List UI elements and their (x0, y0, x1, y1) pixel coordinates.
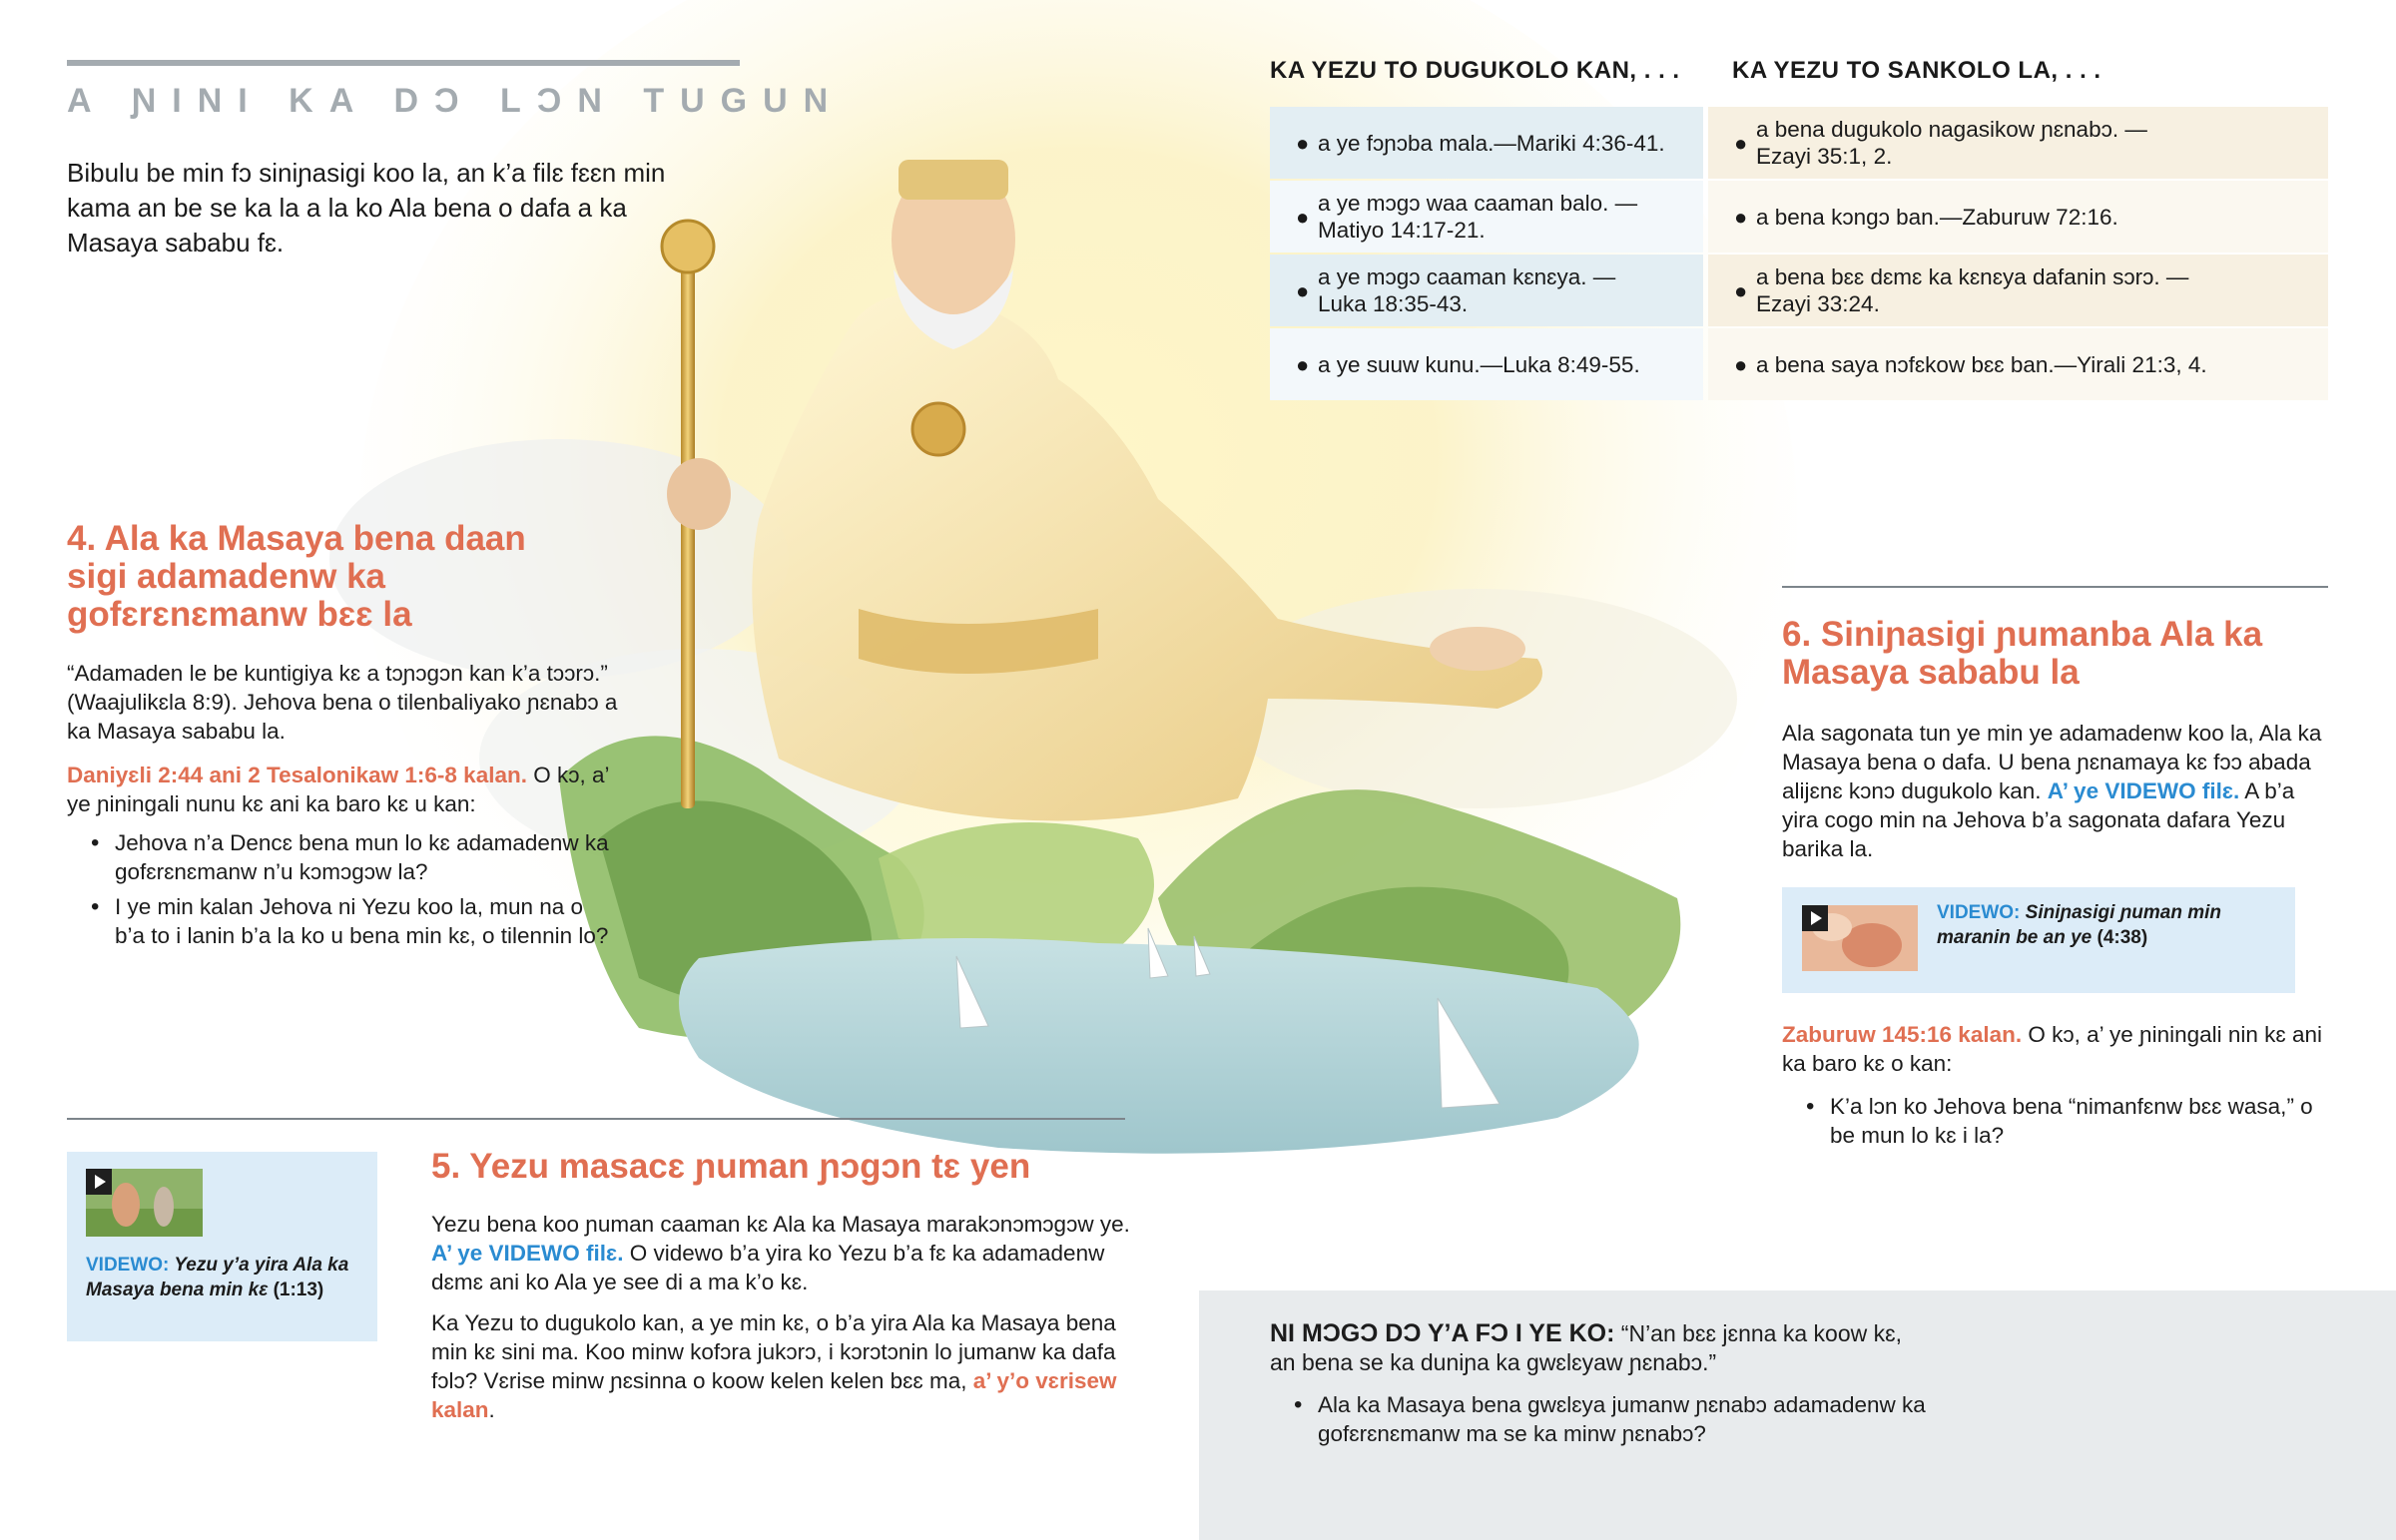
section-5-verses-link[interactable]: a’ y’o vɛrisew kalan (431, 1368, 1117, 1422)
section-6-text-2: A b’a yira cogo min na Jehova b’a sagonata dafara Yezu barika la. (1782, 778, 2295, 861)
section-5-paragraph-1 (431, 1210, 1130, 1296)
table-cell-text: a bena bɛɛ dɛmɛ ka kɛnɛya dafanin sɔrɔ. —Ezayi 33:24. (1756, 264, 2189, 316)
video-1-label (86, 1253, 355, 1302)
table-cell-right-4: ● a bena saya nɔfɛkow bɛɛ ban.—Yirali 21:3, 4. (1708, 328, 2328, 400)
section-4-scripture-ref[interactable]: Daniyɛli 2:44 ani 2 Tesalonikaw 1:6-8 kalan. (67, 763, 527, 787)
section-5-p2-end: . (488, 1397, 495, 1422)
section-6-heading: 6. Siniɲasigi ɲumanba Ala ka Masaya sababu la (1782, 615, 2263, 692)
video-2-title: Siniɲasigi ɲuman min maranin be an ye (1937, 902, 2222, 948)
table-cell-right-1: ● a bena dugukolo nagasikow ɲɛnabɔ. —Ezayi 35:1, 2. (1708, 107, 2328, 179)
objection-quote: “N’an bɛɛ jɛnna ka koow kɛ, an bena se ka duniɲa ka gwɛlɛyaw ɲɛnabɔ.” (1270, 1320, 1903, 1375)
section-6-question-1: • K’a lɔn ko Jehova bena “nimanfɛnw bɛɛ wasa,” o be mun lo kɛ i la? (1806, 1092, 2325, 1150)
intro-text: Bibulu be min fɔ siniɲasigi koo la, an k’a filɛ fɛɛn min kama an be se ka la a la ko Ala bena o dafa a ka Masaya sababu fɛ. (67, 158, 666, 257)
video-card-1[interactable] (67, 1152, 377, 1341)
section-6-rule (1782, 586, 2328, 588)
video-1-duration: (1:13) (273, 1280, 324, 1300)
section-4-quote: “Adamaden le be kuntigiya kɛ a tɔɲɔgɔn kan k’a tɔɔrɔ.” (Waajulikɛla 8:9). Jehova bena o tilenbaliyako ɲɛnabɔ a ka Masaya sababu la. (67, 661, 618, 744)
table-cell-text: a ye mɔgɔ caaman kɛnɛya. —Luka 18:35-43. (1318, 264, 1616, 316)
section-top-bar (67, 60, 740, 66)
table-left-header: KA YEZU TO DUGUKOLO KAN, . . . (1270, 57, 1680, 84)
table-cell-left-1: ● a ye fɔɲɔba mala.—Mariki 4:36-41. (1270, 107, 1703, 179)
section-6-reading (1782, 1020, 2331, 1078)
section-5-p1-text-2: O videwo b’a yira ko Yezu b’a fɛ ka adamadenw dɛmɛ ani ko Ala ye see di a ma k’o kɛ. (431, 1241, 1105, 1294)
section-6-scripture-ref[interactable]: Zaburuw 145:16 kalan. (1782, 1022, 2023, 1047)
section-5-p2-text: Ka Yezu to dugukolo kan, a ye min kɛ, o b’a yira Ala ka Masaya bena min kɛ sini ma. Koo minw kofɔra jukɔrɔ, i kɔrɔtɔnin lo jumanw ka dafa fɔlɔ? Vɛrise minw ɲɛsinna o koow kelen kelen bɛɛ ma, (431, 1310, 1116, 1393)
section-5-paragraph-2 (431, 1308, 1130, 1424)
table-cell-text: a bena saya nɔfɛkow bɛɛ ban.—Yirali 21:3, 4. (1756, 351, 2207, 377)
section-title: A ƝINI KA DƆ LƆN TUGUN (67, 82, 845, 120)
video-2-duration: (4:38) (2096, 927, 2148, 948)
section-6-text: Ala sagonata tun ye min ye adamadenw koo la, Ala ka Masaya bena o dafa. U bena ɲɛnamaya kɛ fɔɔ abada alijɛnɛ kɔnɔ dugukolo kan. (1782, 721, 2322, 803)
section-4-questions (91, 828, 610, 956)
table-cell-right-3: ● a bena bɛɛ dɛmɛ ka kɛnɛya dafanin sɔrɔ. —Ezayi 33:24. (1708, 255, 2328, 326)
objection-question-1: • Ala ka Masaya bena gwɛlɛya jumanw ɲɛnabɔ adamadenw ka gofɛrɛnɛmanw ma se ka minw ɲɛnabɔ? (1294, 1390, 1933, 1448)
section-5-p1-text: Yezu bena koo ɲuman caaman kɛ Ala ka Masaya marakɔnɔmɔgɔw ye. (431, 1212, 1130, 1237)
section-5-rule (67, 1118, 1125, 1120)
section-4-question-1: • Jehova n’a Dencɛ bena mun lo kɛ adamadenw ka gofɛrɛnɛmanw n’u kɔmɔgɔw la? (91, 828, 610, 886)
table-cell-text: a bena kɔngɔ ban.—Zaburuw 72:16. (1756, 204, 2118, 230)
table-right-header: KA YEZU TO SANKOLO LA, . . . (1732, 57, 2101, 84)
table-cell-text: a ye fɔɲɔba mala.—Mariki 4:36-41. (1318, 130, 1665, 156)
section-5-video-link[interactable]: A’ ye VIDEWO filɛ. (431, 1241, 624, 1266)
table-cell-text: a ye mɔgɔ waa caaman balo. —Matiyo 14:17-21. (1318, 191, 1638, 243)
play-icon[interactable] (1802, 905, 1828, 931)
table-cell-text: a ye suuw kunu.—Luka 8:49-55. (1318, 351, 1640, 377)
video-2-label (1937, 900, 2266, 950)
section-6-questions (1806, 1092, 2325, 1156)
table-cell-left-3: ● a ye mɔgɔ caaman kɛnɛya. —Luka 18:35-43. (1270, 255, 1703, 326)
video-1-title: Yezu y’a yira Ala ka Masaya bena min kɛ (86, 1255, 349, 1300)
play-icon[interactable] (86, 1169, 112, 1195)
section-4-reading (67, 761, 626, 818)
video-2-kind: VIDEWO: (1937, 902, 2021, 923)
objection-questions (1294, 1390, 1933, 1454)
section-5-heading: 5. Yezu masacɛ ɲuman ɲɔgɔn tɛ yen (431, 1147, 1031, 1186)
section-4-heading: 4. Ala ka Masaya bena daan sigi adamadenw ka gofɛrɛnɛmanw bɛɛ la (67, 519, 526, 634)
section-4-prompt: O kɔ, a’ ye ɲiningali nunu kɛ ani ka baro kɛ u kan: (67, 763, 609, 816)
objection-lead: NI MƆGƆ DƆ Y’A FƆ I YE KO: (1270, 1319, 1615, 1347)
table-cell-left-2: ● a ye mɔgɔ waa caaman balo. —Matiyo 14:17-21. (1270, 181, 1703, 253)
video-1-kind: VIDEWO: (86, 1255, 170, 1276)
section-6-video-link[interactable]: A’ ye VIDEWO filɛ. (2047, 778, 2240, 803)
table-cell-text: a bena dugukolo nagasikow ɲɛnabɔ. —Ezayi 35:1, 2. (1756, 117, 2147, 169)
section-6-paragraph (1782, 719, 2331, 863)
table-cell-left-4: ● a ye suuw kunu.—Luka 8:49-55. (1270, 328, 1703, 400)
video-card-2[interactable] (1782, 887, 2295, 993)
section-6-prompt: O kɔ, a’ ye ɲiningali nin kɛ ani ka baro kɛ o kan: (1782, 1022, 2322, 1076)
objection-text (1270, 1319, 1929, 1377)
table-cell-right-2: ● a bena kɔngɔ ban.—Zaburuw 72:16. (1708, 181, 2328, 253)
section-4-question-2: • I ye min kalan Jehova ni Yezu koo la, mun na o b’a to i lanin b’a la ko u bena min kɛ, o tilennin lo? (91, 892, 610, 950)
